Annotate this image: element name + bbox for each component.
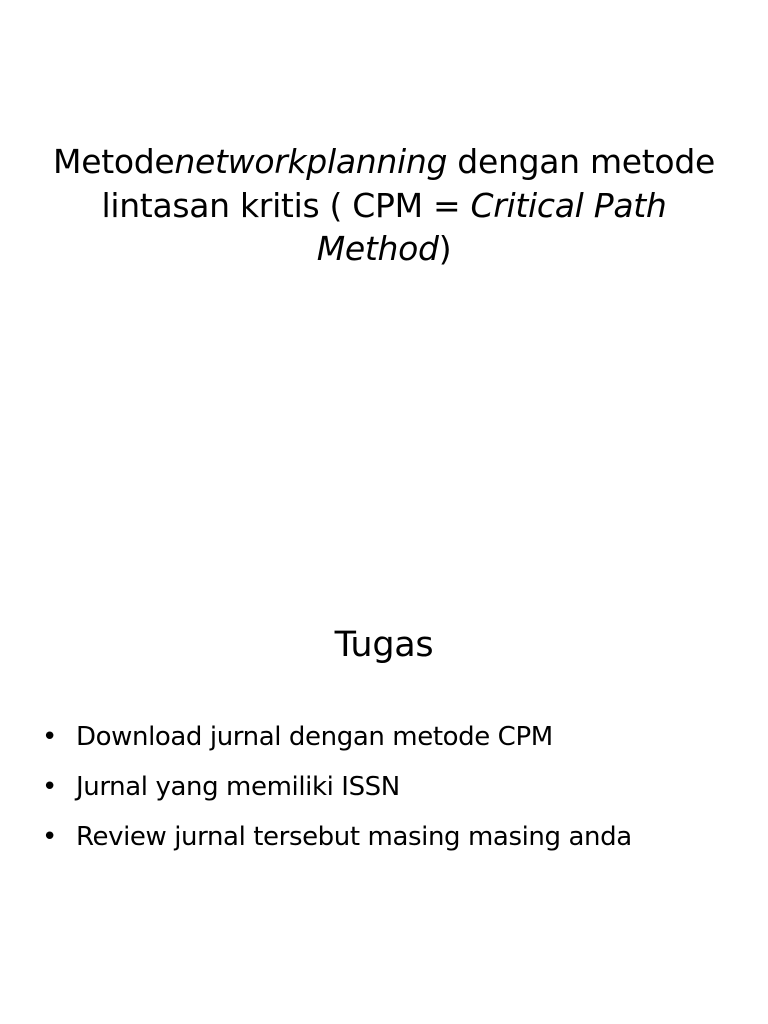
title-text-close-paren: ) [438,229,452,269]
title-text-middle: dengan metode lintasan kritis ( CPM = [101,142,715,225]
title-text-critical-path-method: Critical Path Method [316,185,667,269]
slide-1-title [40,140,728,271]
slide-2-title: Tugas [334,625,434,665]
bullet-dot: • [42,822,57,852]
list-item-text: Download jurnal dengan metode CPM [76,722,553,752]
list-item-text: Review jurnal tersebut masing masing anda [76,822,632,852]
title-text-metode: Metode [53,142,175,181]
bullet-dot: • [42,772,57,802]
list-item-text: Jurnal yang memiliki ISSN [76,772,400,802]
slide-2 [0,512,768,1024]
list-item [40,712,748,762]
bullet-list [40,712,748,862]
bullet-dot: • [42,722,57,752]
list-item [40,812,748,862]
list-item [40,762,748,812]
title-text-networkplanning: networkplanning [174,142,448,181]
